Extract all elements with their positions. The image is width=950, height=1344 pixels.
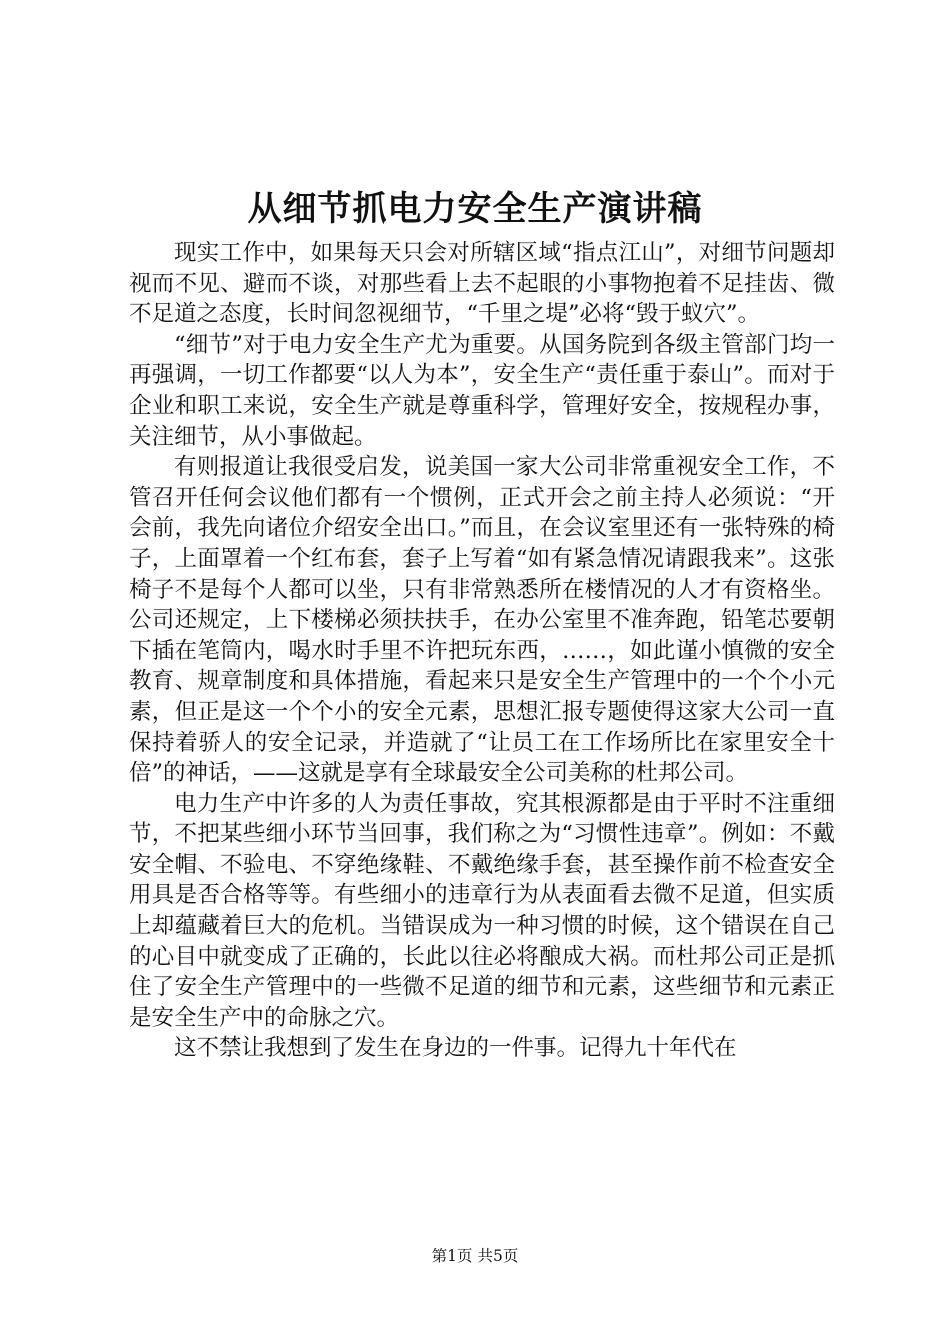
paragraph-4: 电力生产中许多的人为责任事故，究其根源都是由于平时不注重细节，不把某些细小环节当回事，我们称之为“习惯性违章”。例如：不戴安全帽、不验电、不穿绝缘鞋、不戴绝缘手套，甚至操作前不检查安全用具是否合格等等。有些细小的违章行为从表面看去微不足道，但实质上却蕴藏着巨大的危机。当错误成为一种习惯的时候，这个错误在自己的心目中就变成了正确的，长此以往必将酿成大祸。而杜邦公司正是抓住了安全生产管理中的一些微不足道的细节和元素，这些细节和元素正是安全生产中的命脉之穴。	[129, 790, 835, 1031]
document-title: 从细节抓电力安全生产演讲稿	[247, 189, 703, 229]
paragraph-2: “细节”对于电力安全生产尤为重要。从国务院到各级主管部门均一再强调，一切工作都要“以人为本”，安全生产“责任重于泰山”。而对于企业和职工来说，安全生产就是尊重科学，管理好安全，按规程办事，关注细节，从小事做起。	[129, 331, 835, 450]
page-number-footer: 第1页 共5页	[431, 1247, 519, 1265]
paragraph-1: 现实工作中，如果每天只会对所辖区域“指点江山”，对细节问题却视而不见、避而不谈，对那些看上去不起眼的小事物抱着不足挂齿、微不足道之态度，长时间忽视细节，“千里之堤”必将“毁于蚁穴”。	[129, 240, 835, 328]
paragraph-5: 这不禁让我想到了发生在身边的一件事。记得九十年代在	[174, 1035, 737, 1062]
document-body	[129, 238, 835, 1064]
paragraph-3: 有则报道让我很受启发，说美国一家大公司非常重视安全工作，不管召开任何会议他们都有一个惯例，正式开会之前主持人必须说：“开会前，我先向诸位介绍安全出口。”而且，在会议室里还有一张特殊的椅子，上面罩着一个红布套，套子上写着“如有紧急情况请跟我来”。这张椅子不是每个人都可以坐，只有非常熟悉所在楼情况的人才有资格坐。公司还规定，上下楼梯必须扶扶手，在办公室里不准奔跑，铅笔芯要朝下插在笔筒内，喝水时手里不许把玩东西，……，如此谨小慎微的安全教育、规章制度和具体措施，看起来只是安全生产管理中的一个个小元素，但正是这一个个小的安全元素，思想汇报专题使得这家大公司一直保持着骄人的安全记录，并造就了“让员工在工作场所比在家里安全十倍”的神话，——这就是享有全球最安全公司美称的杜邦公司。	[129, 454, 835, 787]
